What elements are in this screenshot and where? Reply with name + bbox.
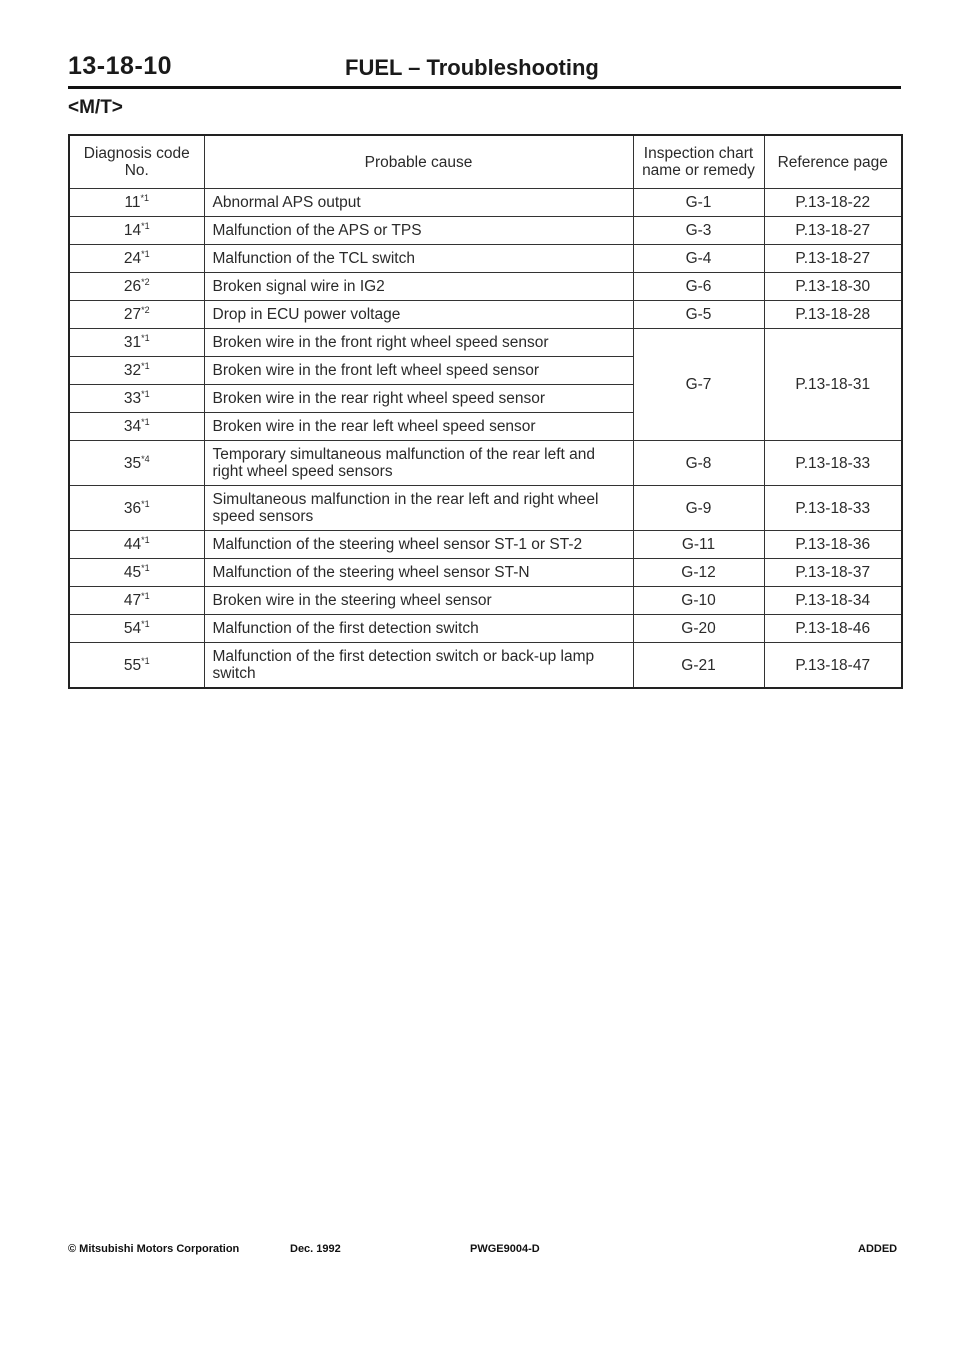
- code-cell: 33$^{*1}$: [69, 385, 204, 413]
- ref-cell: P.13-18-28: [764, 301, 902, 329]
- table-row: [69, 329, 902, 357]
- cause-cell: Broken wire in the front right wheel speed sensor: [204, 329, 633, 357]
- code-cell: 26$^{*2}$: [69, 273, 204, 301]
- ref-cell: P.13-18-27: [764, 245, 902, 273]
- chart-cell: G-6: [633, 273, 764, 301]
- ref-cell: P.13-18-47: [764, 643, 902, 689]
- cause-cell: Temporary simultaneous malfunction of the rear left and right wheel speed sensors: [204, 441, 633, 486]
- table-row: [69, 441, 902, 486]
- table-row: [69, 245, 902, 273]
- cause-cell: Broken signal wire in IG2: [204, 273, 633, 301]
- code-cell: 55$^{*1}$: [69, 643, 204, 689]
- section-label: <M/T>: [68, 97, 123, 118]
- cause-cell: Malfunction of the APS or TPS: [204, 217, 633, 245]
- cause-cell: Broken wire in the front left wheel speed sensor: [204, 357, 633, 385]
- header-cause: Probable cause: [204, 135, 633, 189]
- code-cell: 27$^{*2}$: [69, 301, 204, 329]
- header-ref: Reference page: [764, 135, 902, 189]
- table-row: [69, 273, 902, 301]
- footer-doc-code: PWGE9004-D: [470, 1243, 540, 1255]
- cause-cell: Malfunction of the steering wheel sensor ST-N: [204, 559, 633, 587]
- ref-cell: P.13-18-27: [764, 217, 902, 245]
- cause-cell: Drop in ECU power voltage: [204, 301, 633, 329]
- chart-cell: G-11: [633, 531, 764, 559]
- chart-cell: G-21: [633, 643, 764, 689]
- code-cell: 45$^{*1}$: [69, 559, 204, 587]
- table-row: [69, 301, 902, 329]
- table-row: [69, 587, 902, 615]
- table-row: [69, 615, 902, 643]
- table-row: [69, 486, 902, 531]
- cause-cell: Broken wire in the rear left wheel speed sensor: [204, 413, 633, 441]
- ref-cell: P.13-18-30: [764, 273, 902, 301]
- page-title: FUEL – Troubleshooting: [345, 55, 599, 80]
- diagnosis-table: [68, 134, 903, 689]
- ref-cell: P.13-18-37: [764, 559, 902, 587]
- footer-copyright: © Mitsubishi Motors Corporation: [68, 1243, 240, 1255]
- table-header-row: [69, 135, 902, 189]
- ref-cell: P.13-18-22: [764, 189, 902, 217]
- cause-cell: Broken wire in the rear right wheel speed sensor: [204, 385, 633, 413]
- footer-status: ADDED: [858, 1243, 898, 1255]
- chart-cell: G-4: [633, 245, 764, 273]
- table-row: [69, 643, 902, 689]
- code-cell: 32$^{*1}$: [69, 357, 204, 385]
- chart-cell: G-5: [633, 301, 764, 329]
- cause-cell: Malfunction of the steering wheel sensor ST-1 or ST-2: [204, 531, 633, 559]
- chart-cell: G-1: [633, 189, 764, 217]
- code-cell: 11$^{*1}$: [69, 189, 204, 217]
- ref-cell: P.13-18-33: [764, 441, 902, 486]
- table-row: [69, 189, 902, 217]
- cause-cell: Malfunction of the first detection switch: [204, 615, 633, 643]
- cause-cell: Abnormal APS output: [204, 189, 633, 217]
- chart-cell: G-12: [633, 559, 764, 587]
- cause-cell: Malfunction of the TCL switch: [204, 245, 633, 273]
- header-code: Diagnosis code No.: [69, 135, 204, 189]
- code-cell: 34$^{*1}$: [69, 413, 204, 441]
- table-row: [69, 217, 902, 245]
- code-cell: 14$^{*1}$: [69, 217, 204, 245]
- merged-chart-cell: G-7: [633, 329, 764, 441]
- page-number: 13-18-10: [68, 52, 173, 80]
- header-chart: Inspection chart name or remedy: [633, 135, 764, 189]
- table-row: [69, 531, 902, 559]
- merged-ref-cell: P.13-18-31: [764, 329, 902, 441]
- code-cell: 35$^{*4}$: [69, 441, 204, 486]
- chart-cell: G-9: [633, 486, 764, 531]
- ref-cell: P.13-18-34: [764, 587, 902, 615]
- chart-cell: G-20: [633, 615, 764, 643]
- chart-cell: G-8: [633, 441, 764, 486]
- cause-cell: Broken wire in the steering wheel sensor: [204, 587, 633, 615]
- code-cell: 54$^{*1}$: [69, 615, 204, 643]
- chart-cell: G-10: [633, 587, 764, 615]
- code-cell: 36$^{*1}$: [69, 486, 204, 531]
- code-cell: 24$^{*1}$: [69, 245, 204, 273]
- title-rule: [68, 86, 901, 89]
- ref-cell: P.13-18-33: [764, 486, 902, 531]
- code-cell: 31$^{*1}$: [69, 329, 204, 357]
- footer-date: Dec. 1992: [290, 1243, 341, 1255]
- chart-cell: G-3: [633, 217, 764, 245]
- code-cell: 44$^{*1}$: [69, 531, 204, 559]
- table-row: [69, 559, 902, 587]
- ref-cell: P.13-18-46: [764, 615, 902, 643]
- code-cell: 47$^{*1}$: [69, 587, 204, 615]
- ref-cell: P.13-18-36: [764, 531, 902, 559]
- cause-cell: Simultaneous malfunction in the rear left and right wheel speed sensors: [204, 486, 633, 531]
- cause-cell: Malfunction of the first detection switch or back-up lamp switch: [204, 643, 633, 689]
